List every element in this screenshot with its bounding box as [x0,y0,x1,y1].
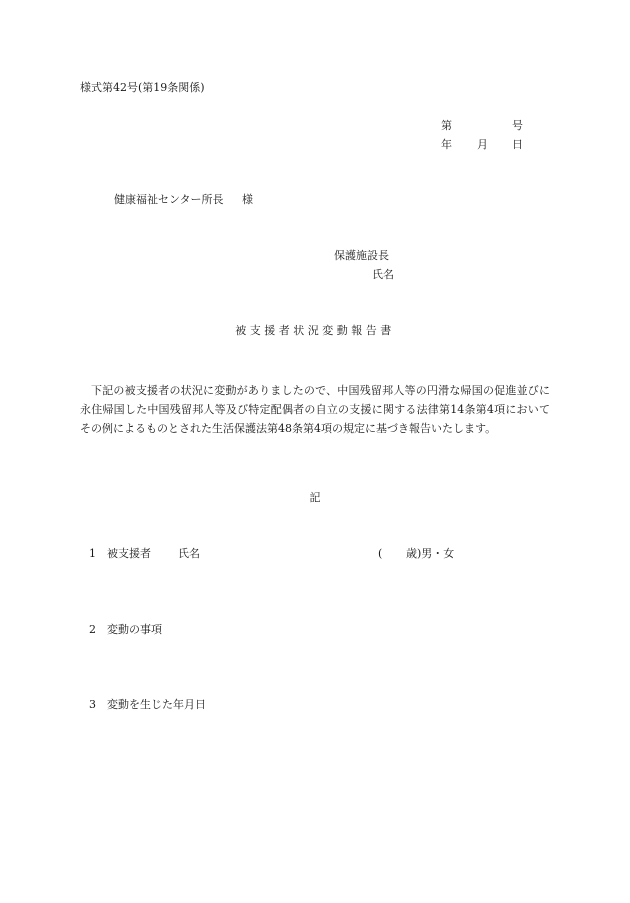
item-2-number: 2 [89,623,96,636]
item-3-number: 3 [89,698,96,711]
form-number: 様式第42号(第19条関係) [80,81,205,94]
document-title: 被支援者状況変動報告書 [235,324,395,337]
date-day-label: 日 [512,138,523,151]
item-1-name-label: 氏名 [178,547,200,560]
date-year-label: 年 [441,138,452,151]
item-1-age-paren: ( [378,547,383,560]
sender-title: 保護施設長 [334,249,389,262]
item-1-age-gender: 歳)男・女 [406,547,455,560]
item-3-label: 変動を生じた年月日 [107,698,206,711]
body-paragraph: 下記の被支援者の状況に変動がありましたので、中国残留邦人等の円滑な帰国の促進並びに永住帰国した中国残留邦人等及び特定配偶者の自立の支援に関する法律第14条第4項においてその例によるものとされた生活保護法第48条第4項の規定に基づき報告いたします。 [80,384,550,435]
date-month-label: 月 [477,138,488,151]
addressee-honorific: 様 [242,193,253,206]
document-number-prefix: 第 [441,119,452,132]
document-number-suffix: 号 [512,119,523,132]
addressee-name: 健康福祉センター所長 [114,193,224,206]
item-2-label: 変動の事項 [107,623,162,636]
item-1-label: 被支援者 [107,547,151,560]
item-1-number: 1 [89,547,96,560]
ki-heading: 記 [309,491,321,504]
sender-name-label: 氏名 [372,268,394,281]
